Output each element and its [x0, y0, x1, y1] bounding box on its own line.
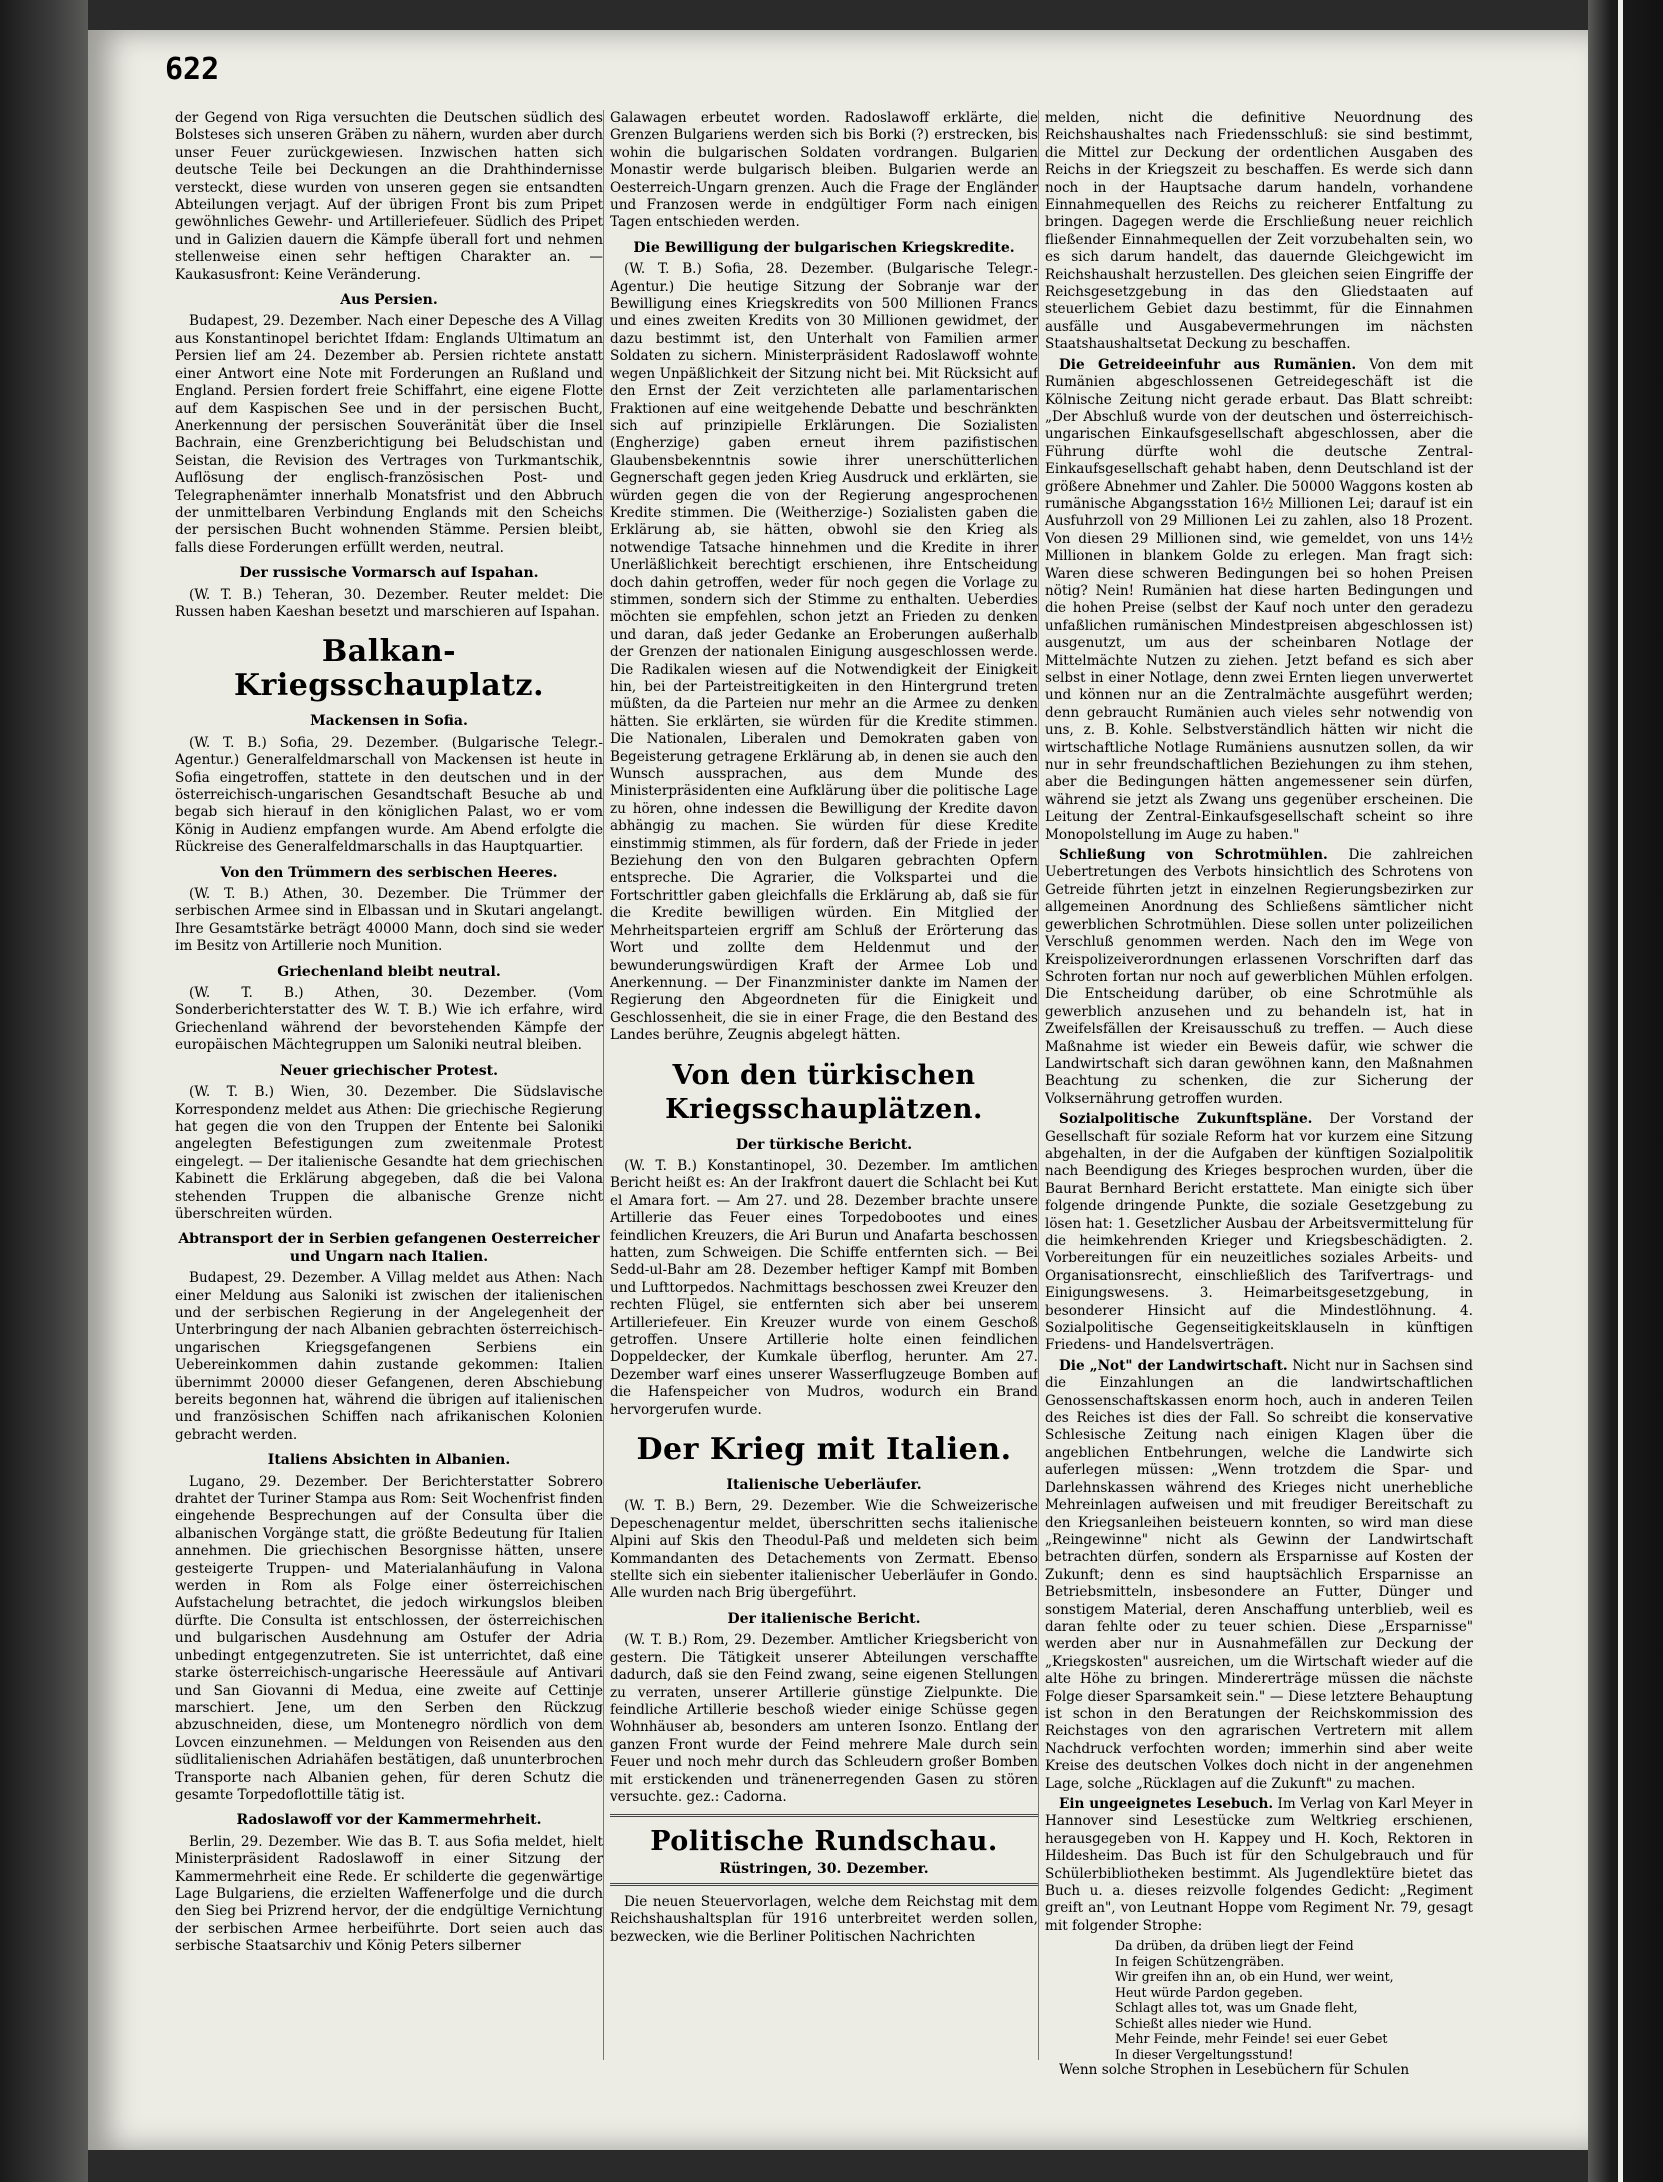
article-text: Die neuen Steuervorlagen, welche dem Reichstag mit dem Reichshaushaltsplan für 1916 unterbreitet werden sollen, bezwecken, wie die Berliner Politischen Nachrichten — [610, 1893, 1038, 1945]
column-1 — [175, 110, 603, 2090]
article-text: Von dem mit Rumänien abgeschlossenen Getreidegeschäft ist die Kölnische Zeitung nicht gerade erbaut. Das Blatt schreibt: „Der Abschluß wurde von der deutschen und österreichisch-ungarischen Einkaufsgesellschaft abgeschlossen, aber die Führung dürfte wohl die deutsche Zentral-Einkaufsgesellschaft gehabt haben, denn Deutschland ist der größere Abnehmer und Zahler. Die 50000 Waggons kosten ab rumänische Abgangsstation 16½ Millionen Lei; darauf ist ein Ausfuhrzoll von 29 Millionen Lei zu zahlen, also 18 Prozent. Von diesen 29 Millionen sind, wie gemeldet, von uns 14½ Millionen in blankem Golde zu erlegen. Man fragt sich: Waren diese schweren Bedingungen bei so hohen Preisen nötig? Nein! Rumänien hat diese harten Bedingungen und die hohen Preise (selbst der Kauf noch unter den geradezu unfaßlichen rumänischen Mindestpreisen abgeschlossen ist) ausgenutzt, um aus der scheinbaren Notlage der Mittelmächte Nutzen zu ziehen. Jetzt befand es sich aber selbst in einer Notlage, denn zwei Ernten liegen unverwertet und können nur an die Zentralmächte ausgeführt werden; denn gebraucht Rumänien auch vieles sehr notwendig von uns, z. B. Kohle. Selbstverständlich hätten wir nicht die wirtschaftliche Notlage Rumäniens ausnutzen sollen, da wir nur in sehr freundschaftlichen Beziehungen zu ihm stehen, aber die Bedingungen hätten angemessener sein dürfen, während sie jetzt als Zwang uns gegenüber erscheinen. Die Leitung der Zentral-Einkaufsgesellschaft scheint so ihre Monopolstellung im Auge zu haben." — [1045, 356, 1473, 843]
verse-line: Schießt alles nieder wie Hund. — [1115, 2015, 1312, 2031]
verse-line: In dieser Vergeltungsstund! — [1115, 2046, 1294, 2062]
article-heading: Der russische Vormarsch auf Ispahan. — [239, 565, 539, 582]
article-text: (W. T. B.) Konstantinopel, 30. Dezember. Im amtlichen Bericht heißt es: An der Irakfront dauert die Schlacht bei Kut el Amara fort. — Am 27. und 28. Dezember brachte unsere Artillerie das Feuer eines Torpedobootes und eines feindlichen Kreuzers, die Ari Burun und Anafarta beschossen hatten, zum Schweigen. Die Schiffe entfernten sich. — Bei Sedd-ul-Bahr am 28. Dezember heftiger Kampf mit Bomben und Lufttorpedos. Nachmittags beschossen zwei Kreuzer den rechten Flügel, sie entfernten sich aber bei unserem Artilleriefeuer. Ein Kreuzer wurde von einem Geschoß getroffen. Unsere Artillerie holte einen feindlichen Doppeldecker, der Kumkale überflog, herunter. Am 27. Dezember warf eines unserer Wasserflugzeuge Bomben auf die Hafenspeicher von Mudros, wodurch ein Brand hervorgerufen wurde. — [610, 1157, 1038, 1418]
article-text: Nicht nur in Sachsen sind die Einzahlungen an die landwirtschaftlichen Genossenschaftskassen enorm hoch, auch in anderen Teilen des Reiches ist dies der Fall. So schreibt die konservative Schlesische Zeitung nach einigen Klagen über die angeblichen Entbehrungen, welche die Landwirte sich auferlegen müssen: „Wenn trotzdem die Spar- und Darlehnskassen während des Krieges nicht unerhebliche Mehreinlagen aufweisen und mit freudiger Bereitschaft zu den Kriegsanleihen beisteuern konnten, so wird man diese „Reingewinne" nicht als Gewinn der Landwirtschaft betrachten dürfen, sondern als Ersparnisse auf Kosten der Zukunft; denn es sind hauptsächlich Ersparnisse an Betriebsmitteln, insbesondere an Futter, Dünger und sonstigem Material, deren Anschaffung unterblieb, weil es daran fehlte oder zu teuer schien. Diese „Ersparnisse" werden aber nur in Ausnahmefällen zur Deckung der „Kriegskosten" ausreichen, um die Wirtschaft wieder auf die alte Höhe zu bringen. Mindererträge müssen die nächste Folge dieser Sparsamkeit sein." — Diese letztere Behauptung ist schon in den Beratungen der Reichskommission des Reichstages von den agrarischen Vertretern mit allem Nachdruck verfochten worden; immerhin sind aber weite Kreise des deutschen Volkes doch nicht in der angenehmen Lage, solche „Rücklagen auf die Zukunft" zu machen. — [1045, 1357, 1473, 1792]
column-rule — [1038, 110, 1039, 2060]
article-text: (W. T. B.) Bern, 29. Dezember. Wie die Schweizerische Depeschenagentur meldet, überschritten sechs italienische Alpini auf Skis den Theodul-Paß und meldeten sich beim Kommandanten des Detachements von Zermatt. Ebenso stellte sich ein siebenter italienischer Ueberläufer in Gondo. Alle wurden nach Brig übergeführt. — [610, 1498, 1038, 1602]
verse-line: Wir greifen ihn an, ob ein Hund, wer weint, — [1115, 1969, 1394, 1985]
verse-line: In feigen Schützengräben. — [1115, 1953, 1285, 1969]
poem-block — [1045, 1938, 1473, 2062]
section-heading: Der Krieg mit Italien. — [636, 1432, 1012, 1468]
article-heading: Abtransport der in Serbien gefangenen Oesterreicher und Ungarn nach Italien. — [178, 1231, 600, 1265]
article-heading: Griechenland bleibt neutral. — [277, 963, 501, 980]
article-text: (W. T. B.) Sofia, 28. Dezember. (Bulgarische Telegr.-Agentur.) Die heutige Sitzung der Sobranje war der Bewilligung eines Kriegskredits von 500 Millionen Francs und eines zweiten Kredits von 30 Millionen gewidmet, der dazu bestimmt ist, den Unterhalt von Familien armer Soldaten zu sichern. Ministerpräsident Radoslawoff wohnte wegen Unpäßlichkeit der Sitzung nicht bei. Mit Rücksicht auf den Ernst der Zeit verzichteten alle parlamentarischen Fraktionen auf eine weitgehende Debatte und beschränkten sich auf prinzipielle Erklärungen. Die Sozialisten (Engherzige) gaben erneut ihrem pazifistischen Glaubensbekenntnis sowie ihrer unerschütterlichen Gegnerschaft gegen jeden Krieg Ausdruck und erklärten, sie würden gegen die von der Regierung angesprochenen Kredite stimmen. Die (Weitherzige-) Sozialisten gaben die Erklärung ab, sie hätten, obwohl sie den Krieg als notwendige Tatsache hinnehmen und die Kredite in ihrer Unerläßlichkeit berechtigt erschienen, ihre Entscheidung doch dahin getroffen, weder für noch gegen die Vorlage zu stimmen, sondern sich der Stimme zu enthalten. Ueberdies möchten sie empfehlen, schon jetzt an Frieden zu denken und daran, daß jeder Gedanke an Eroberungen außerhalb der Grenzen der nationalen Einigung ausgeschlossen werde. Die Radikalen wiesen auf die Notwendigkeit der Einigkeit hin, bei der Parteistreitigkeiten in den Hintergrund treten müßten, da die Parteien nur mehr an die Armee zu denken hätten. Sie erklärten, sie würden für die Kredite stimmen. Die Nationalen, Liberalen und Demokraten gaben von Begeisterung getragene Erklärung ab, in denen sie auch den Wunsch aussprachen, aus dem Munde des Ministerpräsidenten eine Aufklärung über die politische Lage zu hören, ohne indessen die Bewilligung der Kredite davon abhängig zu machen. Sie würden für diese Kredite einstimmig stimmen, als für fordern, daß der Friede in jeder Beziehung den von den Bulgaren gebrachten Opfern entspreche. Die Agrarier, die Volkspartei und die Fortschrittler gaben gleichfalls die Erklärung ab, daß sie für die Kredite bewilligen würden. Ein Mitglied der Mehrheitsparteien ergriff am Schluß der Erörterung das Wort und zollte dem Heldenmut und der bewunderungswürdigen Kraft der Armee Lob und Anerkennung. — Der Finanzminister dankte im Namen der Regierung den Abgeordneten für die Einigkeit und Geschlossenheit, die sie in einer Frage, die den Bestand des Landes berühre, Zeugnis abgelegt hätten. — [610, 261, 1038, 1044]
article-text: der Gegend von Riga versuchten die Deutschen südlich des Bolsteses sich unseren Gräben zu nähern, wurden aber durch unser Feuer zurückgewiesen. Inzwischen hatten sich deutsche Teile bei Deckungen an die Drahthindernisse versteckt, diese wurden von unseren gegen sie entsandten Abteilungen verjagt. Auf der übrigen Front bis zum Pripet gewöhnliches Gewehr- und Artilleriefeuer. Südlich des Pripet und in Galizien dauern die Kämpfe überall fort und nehmen stellenweise einen sehr heftigen Charakter an. — Kaukasusfront: Keine Veränderung. — [175, 110, 603, 283]
article-text: (W. T. B.) Rom, 29. Dezember. Amtlicher Kriegsbericht von gestern. Die Tätigkeit unserer Abteilungen verschaffte dadurch, daß sie den Feind zwang, seine eigenen Stellungen zu verraten, unserer Artillerie günstige Zielpunkte. Die feindliche Artillerie beschoß wieder einige Schüsse gegen Wohnhäuser ab, besonders am unteren Isonzo. Entlang der ganzen Front wurde der Feind mehrere Male durch sein Feuer und noch mehr durch das Schleudern großer Bomben mit erstickenden und tränenerregenden Gasen zu stören versuchte. gez.: Cadorna. — [610, 1632, 1038, 1805]
inline-heading: Schließung von Schrotmühlen. — [1059, 847, 1328, 864]
article-text: melden, nicht die definitive Neuordnung des Reichshaushaltes nach Friedensschluß: sie sind bestimmt, die Mittel zur Deckung der ordentlichen Ausgaben des Reichs in der Kriegszeit zu beschaffen. Es werde sich dann noch in der Hauptsache darum handeln, vorhandene Einnahmequellen des Reichs zu reicherer Entfaltung zu bringen. Dagegen werde die Erschließung neuer reichlich fließender Einnahmequellen der Zeit vorzubehalten sein, wo es sich darum handelt, das dauernde Gleichgewicht im Reichshaushalt herzustellen. Des gleichen seien Eingriffe der Reichsgesetzgebung in das den Gliedstaaten auf steuerlichem Gebiet dazu bestimmt, für die Einnahmen ausfälle und Ausgabevermehrungen im nächsten Staatshaushaltsetat Deckung zu beschaffen. — [1045, 110, 1473, 353]
section-heading: Politische Rundschau. — [650, 1826, 998, 1858]
inline-heading: Sozialpolitische Zukunftspläne. — [1059, 1111, 1313, 1128]
column-2 — [610, 110, 1038, 2090]
article-text: Budapest, 29. Dezember. Nach einer Depesche des A Villag aus Konstantinopel berichtet Ifdam: Englands Ultimatum an Persien lief am 24. Dezember ab. Persien richtete anstatt einer Antwort eine Note mit Forderungen an Rußland und England. Persien fordert freie Schiffahrt, eine eigene Flotte auf dem Kaspischen See und in der persischen Bucht, Anerkennung der persischen Souveränität über die Insel Bachrain, eine Grenzberichtigung bei Beludschistan und Seistan, die Revision des Vertrages von Turkmantschik, Auflösung der englisch-französischen Post- und Telegraphenämter innerhalb Monatsfrist und den Abbruch der unmittelbaren Verbindung Englands mit den Scheichs der persischen Bucht wohnenden Stämme. Persien bleibt, falls diese Forderungen erfüllt werden, neutral. — [175, 313, 603, 556]
article-heading: Radoslawoff vor der Kammermehrheit. — [236, 1812, 542, 1829]
article-text: Im Verlag von Karl Meyer in Hannover sind Lesestücke zum Weltkrieg erschienen, herausgegeben von H. Kappey und H. Koch, Rektoren in Hildesheim. Das Buch ist für den Schulgebrauch und für Schülerbibliotheken bestimmt. Als Jugendlektüre bietet das Buch u. a. dieses reizvolle folgendes Gedicht: „Regiment greift an", von Leutnant Hoppe vom Regiment Nr. 79, gesagt mit folgender Strophe: — [1045, 1796, 1473, 1934]
adjacent-page-edge — [1588, 0, 1663, 2182]
verse-line: Schlagt alles tot, was um Gnade fleht, — [1115, 2000, 1358, 2016]
article-text: Galawagen erbeutet worden. Radoslawoff erklärte, die Grenzen Bulgariens werden sich bis Borki (?) erstrecken, bis wohin die bulgarischen Soldaten vordrangen. Bulgarien Monastir werde bulgarisch bleiben. Bulgarien werde an Oesterreich-Ungarn grenzen. Auch die Frage der Engländer und Franzosen werde in endgültiger Form nach einigen Tagen entschieden werden. — [610, 110, 1038, 231]
article-text: (W. T. B.) Athen, 30. Dezember. (Vom Sonderberichterstatter des W. T. B.) Wie ich erfahre, wird Griechenland während der bevorstehenden Kämpfe der europäischen Mächtegruppen um Saloniki neutral bleiben. — [175, 985, 603, 1054]
article-text: (W. T. B.) Sofia, 29. Dezember. (Bulgarische Telegr.-Agentur.) Generalfeldmarschall von Mackensen ist heute in Sofia eingetroffen, stattete in den deutschen und in der österreichisch-ungarischen Gesandtschaft Besuche ab und begab sich hierauf in den königlichen Palast, wo er vom König in Audienz empfangen wurde. Am Abend erfolgte die Rückreise des Generalfeldmarschalls in das Hauptquartier. — [175, 734, 603, 856]
column-3 — [1045, 110, 1473, 2090]
article-heading: Italienische Ueberläufer. — [726, 1477, 922, 1494]
article-heading: Die Bewilligung der bulgarischen Kriegskredite. — [633, 239, 1015, 256]
verse-line: Heut würde Pardon gegeben. — [1115, 1984, 1303, 2000]
article-text: Berlin, 29. Dezember. Wie das B. T. aus Sofia meldet, hielt Ministerpräsident Radoslawoff in einer Sitzung der Kammermehrheit eine Rede. Er schilderte die gegenwärtige Lage Bulgariens, die erzielten Waffenerfolge und die durch den Sieg bei Prizrend hervor, der die endgültige Vernichtung der serbischen Armee herbeiführte. Dort seien auch das serbische Staatsarchiv und König Peters silberner — [175, 1833, 603, 1955]
dateline: Rüstringen, 30. Dezember. — [719, 1861, 929, 1878]
article-heading: Neuer griechischer Protest. — [279, 1062, 499, 1079]
article-text: Budapest, 29. Dezember. A Villag meldet aus Athen: Nach einer Meldung aus Saloniki ist zwischen der italienischen und der serbischen Regierung in der Angelegenheit der Unterbringung der nach Albanien gebrachten österreichisch-ungarischen Kriegsgefangenen Serbiens ein Uebereinkommen dahin zustande gekommen: Italien übernimmt 20000 dieser Gefangenen, deren Abschiebung bereits begonnen hat, während die übrigen auf italienischen und französischen Schiffen nach afrikanischen Kolonien gebracht werden. — [175, 1270, 603, 1443]
column-rule — [603, 110, 604, 2060]
article-text: Der Vorstand der Gesellschaft für soziale Reform hat vor kurzem eine Sitzung abgehalten, in der die Aufgaben der künftigen Sozialpolitik nach Beendigung des Krieges besprochen wurden, über die Baurat Bernhard Bericht erstattete. Man einigte sich über folgende dringende Punkte, die soziale Gesetzgebung zu lösen hat: 1. Gesetzlicher Ausbau der Arbeitsvermittelung für die heimkehrenden Krieger und Kriegsbeschädigten. 2. Vorbereitungen für ein neuzeitliches soziales Arbeits- und Organisationsrecht, einschließlich des Tarifvertrags- und Einigungswesens. 3. Heimarbeitsgesetzgebung, in besonderer Hinsicht auf die Mindestlöhnung. 4. Sozialpolitische Gegenseitigkeitsklauseln in künftigen Friedens- und Handelsverträgen. — [1045, 1111, 1473, 1354]
article-heading: Mackensen in Sofia. — [310, 713, 468, 730]
verse-line: Mehr Feinde, mehr Feinde! sei euer Gebet — [1115, 2031, 1388, 2047]
article-heading: Aus Persien. — [340, 292, 438, 309]
article-heading: Der italienische Bericht. — [727, 1610, 921, 1627]
article-text: (W. T. B.) Wien, 30. Dezember. Die Südslavische Korrespondenz meldet aus Athen: Die griechische Regierung hat gegen die von den Truppen der Entente bei Saloniki angelegten Befestigungen zum zweitenmale Protest eingelegt. — Der italienische Gesandte hat dem griechischen Kabinett die Erklärung abgegeben, daß die bei Valona stehenden Truppen die albanische Grenze nicht überschreiten würden. — [175, 1084, 603, 1222]
article-text: Die zahlreichen Uebertretungen des Verbots hinsichtlich des Schrotens von Getreide führten jetzt in einzelnen Regierungsbezirken zur allgemeinen Anordnung des Schließens sämtlicher nicht gewerblichen Schrotmühlen. Diese sollen unter polizeilichen Verschluß genommen werden. Nach den im Wege von Kreispolizeiverordnungen erlassenen Vorschriften darf das Schroten fortan nur noch auf gewerblichen Mühlen erfolgen. Die Entscheidung darüber, ob eine Schrotmühle als gewerblich anzusehen und zu behandeln ist, hat in Zweifelsfällen der Kreisausschuß zu treffen. — Auch diese Maßnahme ist wieder ein Beweis dafür, wie schwer die Landwirtschaft sich daran gewöhnen kann, den Maßnahmen Beachtung zu schenken, die zur Sicherung der Volksernährung getroffen wurden. — [1045, 847, 1473, 1107]
article-text: Lugano, 29. Dezember. Der Berichterstatter Sobrero drahtet der Turiner Stampa aus Rom: Seit Wochenfrist finden eingehende Besprechungen auf der Consulta über die albanischen Vorgänge statt, die größte Bedeutung für Italien annehmen. Die griechischen Besorgnisse hätten, unsere gesteigerte Truppen- und Materialanhäufung in Valona werden in Rom als Folge einer österreichischen Aufstachelung betrachtet, die jedoch wirkungslos bleiben dürfte. Die Consulta ist entschlossen, der österreichischen und bulgarischen Ausdehnung am Ostufer der Adria unbedingt entgegenzutreten. Sie ist unterrichtet, daß eine starke österreichisch-ungarische Heeressäule auf Antivari und San Giovanni di Medua, eine zweite auf Cettinje marschiert. Jene, um den Serben den Rückzug abzuschneiden, diese, um Montenegro nördlich von dem Lovcen einzunehmen. — Meldungen von Reisenden aus den südlitalienischen Adriahäfen bestätigen, daß ununterbrochen Transporte nach Albanien gehen, für deren Schutz die gesamte Torpedoflottille tätig ist. — [175, 1473, 603, 1803]
article-heading: Von den Trümmern des serbischen Heeres. — [220, 864, 558, 881]
book-binding — [0, 0, 88, 2182]
article-text: (W. T. B.) Athen, 30. Dezember. Die Trümmer der serbischen Armee sind in Elbassan und in Skutari angelangt. Ihre Gesamtstärke beträgt 40000 Mann, doch sind sie weder im Besitz von Artillerie noch Munition. — [175, 886, 603, 955]
verse-line: Da drüben, da drüben liegt der Feind — [1115, 1938, 1354, 1954]
article-text: (W. T. B.) Teheran, 30. Dezember. Reuter meldet: Die Russen haben Kaeshan besetzt und marschieren auf Ispahan. — [175, 586, 603, 620]
page-number: 622 — [165, 52, 220, 87]
section-heading: Balkan-Kriegsschauplatz. — [233, 634, 545, 704]
inline-heading: Die Getreideeinfuhr aus Rumänien. — [1059, 356, 1357, 373]
article-text: Wenn solche Strophen in Lesebüchern für Schulen — [1059, 2062, 1410, 2079]
article-heading: Der türkische Bericht. — [735, 1136, 913, 1153]
rundschau-frame — [610, 1814, 1038, 1885]
section-heading: Von den türkischen Kriegsschauplätzen. — [665, 1059, 983, 1125]
inline-heading: Die „Not" der Landwirtschaft. — [1059, 1357, 1288, 1374]
inline-heading: Ein ungeeignetes Lesebuch. — [1059, 1796, 1274, 1812]
article-heading: Italiens Absichten in Albanien. — [267, 1452, 511, 1469]
